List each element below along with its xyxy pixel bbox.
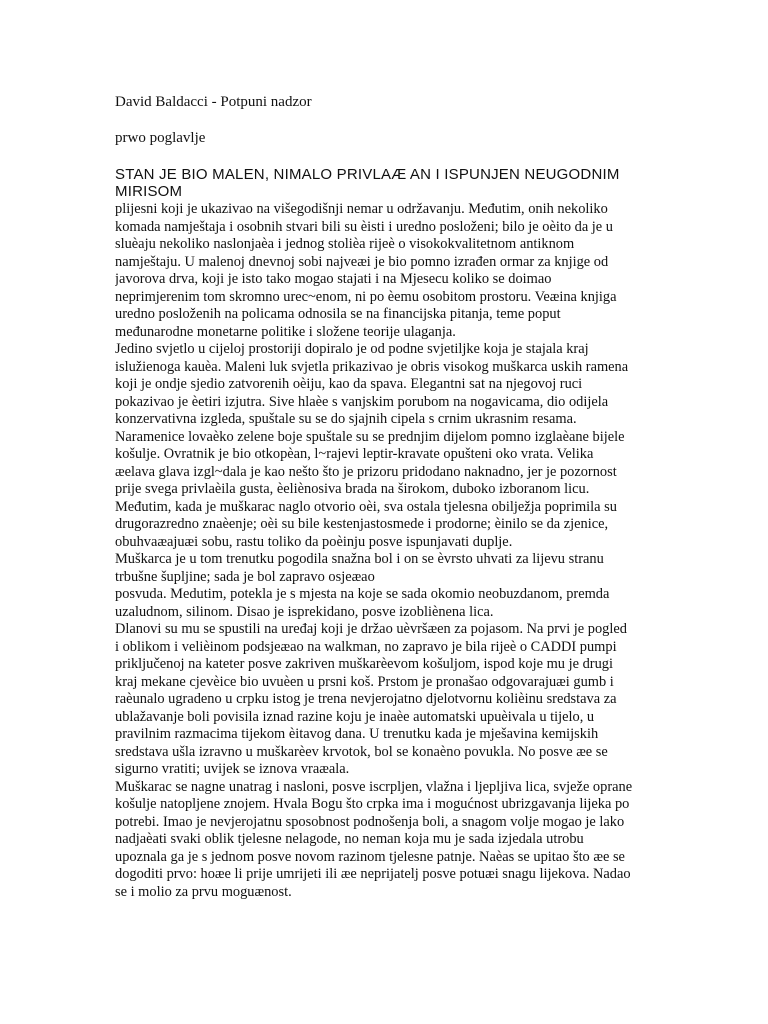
text-line: uzaludnom, silinom. Disao je isprekidano, posve izobliènena lica. [115, 603, 494, 620]
text-line: ublažavanje boli povisila iznad razine koju je inaèe automatski upuèivala u tijelo, u [115, 708, 595, 725]
chapter-heading [115, 166, 675, 200]
book-title: David Baldacci - Potpuni nadzor [115, 94, 312, 110]
text-line: priključenoj na kateter posve zakriven muškarèevom košuljom, ispod koje mu je drugi [115, 656, 613, 672]
text-line: nadjaèati svaki oblik tjelesne nelagode, no neman koja mu je sada izjedala utrobu [115, 831, 584, 847]
text-line: prije svega privlaèila gusta, èeliènosiva brada na širokom, duboko izboranom licu. [115, 481, 590, 497]
text-line: islužienoga kauèa. Maleni luk svjetla prikazivao je obris visokog muškarca uskih ramena [115, 358, 629, 375]
text-line: trbušne šupljine; sada je bol zapravo osjeæao [115, 568, 375, 585]
text-line: drugorazredno znaèenje; oèi su bile kestenjastosmede i prodorne; èinilo se da zjenice, [115, 516, 609, 532]
text-line: neprimjerenim tom skromno urec~enom, ni po èemu osobitom prostoru. Veæina knjiga [115, 288, 617, 305]
text-line: međunarodne monetarne politike i složene teorije ulaganja. [115, 323, 456, 340]
body-text [115, 201, 675, 901]
text-line: Dlanovi su mu se spustili na uređaj koji je držao uèvršæen za pojasom. Na prvi je pogled [115, 621, 627, 637]
text-line: koji je ondje sjedio zatvorenih oèiju, kao da spava. Elegantni sat na njegovoj ruci [115, 376, 583, 392]
heading-line: MIRISOM [115, 183, 183, 200]
text-line: Naramenice lovaèko zelene boje spuštale su se prednjim dijelom pomno izglaèane bijele [115, 428, 625, 445]
text-line: Međutim, kada je muškarac naglo otvorio oèi, sva ostala tjelesna obilježja poprimila su [115, 498, 617, 515]
text-line: uredno posloženih na policama odnosila se na financijska pitanja, teme poput [115, 306, 561, 322]
text-line: upoznala ga je s jednom posve novom razinom tjelesne patnje. Naèas se upitao što æe se [115, 848, 625, 865]
text-line: raèunalo ugradeno u crpku istog je trena nevjerojatno djelotvornu kolièinu sredstava za [115, 691, 617, 707]
text-line: potrebi. Imao je nevjerojatnu sposobnost podnošenja boli, a snagom volje mogao je lako [115, 813, 625, 830]
text-line: javorova drva, koji je isto tako mogao stajati i na Mjesecu koliko se doimao [115, 271, 552, 287]
text-line: pokazivao je èetiri izjutra. Sive hlaèe s vanjskim porubom na nogavicama, dio odijela [115, 393, 609, 410]
text-line: plijesni koji je ukazivao na višegodišnji nemar u održavanju. Međutim, onih nekoliko [115, 201, 608, 217]
text-line: košulje natopljene znojem. Hvala Bogu što crpka ima i mogućnost ubrizgavanja lijeka po [115, 796, 630, 812]
text-line: komada namještaja i osobnih stvari bili su èisti i uredno posloženi; bilo je oèito da je u [115, 218, 613, 235]
text-line: Jedino svjetlo u cijeloj prostoriji dopiralo je od podne svjetiljke koja je stajala kraj [115, 341, 589, 357]
text-line: namještaju. U malenoj dnevnoj sobi najveæi je bio pomno izrađen ormar za knjige od [115, 253, 609, 270]
heading-line: STAN JE BIO MALEN, NIMALO PRIVLAÆ AN I ISPUNJEN NEUGODNIM [115, 166, 620, 183]
text-line: sluèaju nekoliko naslonjaèa i jednog stolièa rijeè o visokokvalitetnom antiknom [115, 236, 575, 252]
text-line: sredstava ušla izravno u muškarèev krvotok, bol se konaèno povukla. No posve æe se [115, 743, 608, 760]
text-line: kraj mekane cjevèice bio uvuèen u prsni koš. Prstom je pronašao odgovarajuæi gumb i [115, 673, 614, 690]
chapter-label: prwo poglavlje [115, 130, 206, 146]
text-line: konzervativna izgleda, spuštale su se do sjajnih cipela s crnim ukrasnim resama. [115, 411, 577, 427]
text-line: i oblikom i velièinom podsjeæao na walkman, no zapravo je bila rijeè o CADDI pumpi [115, 638, 617, 655]
text-line: košulje. Ovratnik je bio otkopèan, l~rajevi leptir-kravate opušteni oko vrata. Velika [115, 446, 594, 462]
text-line: obuhvaæajuæi sobu, rastu toliko da poèinju posve ispunjavati duplje. [115, 533, 513, 550]
text-line: dogoditi prvo: hoæe li prije umrijeti ili æe neprijatelj posve potuæi snagu lijekova. Nadao [115, 866, 631, 882]
text-line: sigurno vratiti; uvijek se iznova vraæala. [115, 761, 350, 777]
text-line: posvuda. Medutim, potekla je s mjesta na koje se sada okomio neobuzdanom, premda [115, 586, 610, 602]
text-line: pravilnim razmacima tijekom èitavog dana. U trenutku kada je mješavina kemijskih [115, 726, 599, 742]
text-line: se i molio za prvu moguænost. [115, 883, 292, 900]
text-line: Muškarca je u tom trenutku pogodila snažna bol i on se èvrsto uhvati za lijevu stranu [115, 551, 604, 567]
text-line: æelava glava izgl~dala je kao nešto što je prizoru pridodano naknadno, jer je pozornost [115, 463, 617, 480]
text-line: Muškarac se nagne unatrag i nasloni, posve iscrpljen, vlažna i ljepljiva lica, svježe oprane [115, 778, 633, 795]
